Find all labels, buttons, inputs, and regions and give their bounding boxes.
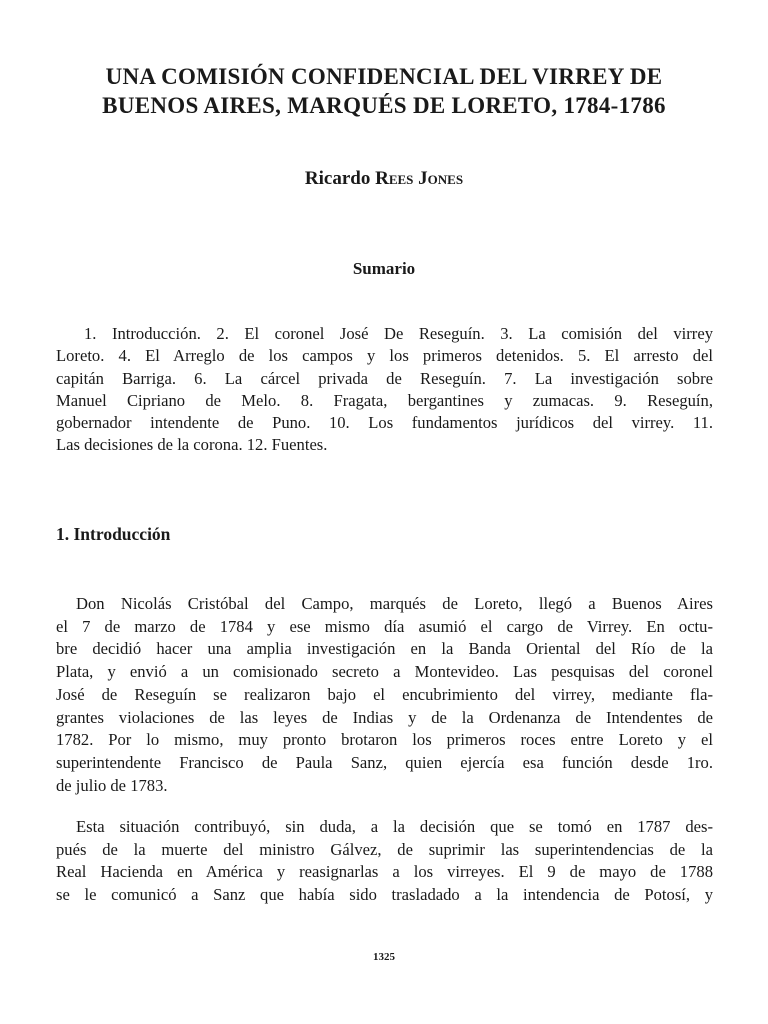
paragraph-line: José de Reseguín se realizaron bajo el encubrimiento del virrey, mediante fla- [56, 684, 713, 704]
body-paragraph [56, 593, 713, 797]
section-heading: 1. Introducción [56, 524, 171, 544]
summary-heading: Sumario [352, 259, 416, 278]
paragraph-line: Don Nicolás Cristóbal del Campo, marqués de Loreto, llegó a Buenos Aires [76, 594, 713, 613]
paragraph-line: Esta situación contribuyó, sin duda, a la decisión que se tomó en 1787 des- [76, 817, 713, 836]
author-surname: Rees Jones [375, 168, 464, 189]
paragraph-line: Plata, y envió a un comisionado secreto a Montevideo. Las pesquisas del coronel [56, 662, 713, 682]
paragraph-line: 1782. Por lo mismo, muy pronto brotaron los primeros roces entre Loreto y el [56, 730, 713, 750]
paragraph-line: grantes violaciones de las leyes de Indias y de la Ordenanza de Intendentes de [56, 707, 713, 727]
summary-line: 1. Introducción. 2. El coronel José De Reseguín. 3. La comisión del virrey [84, 324, 713, 343]
summary-line: capitán Barriga. 6. La cárcel privada de Reseguín. 7. La investigación sobre [56, 368, 713, 388]
body-paragraph [56, 816, 713, 907]
summary-line: Manuel Cipriano de Melo. 8. Fragata, bergantines y zumacas. 9. Reseguín, [56, 390, 713, 410]
title-line: UNA COMISIÓN CONFIDENCIAL DEL VIRREY DE [105, 64, 663, 89]
paragraph-line: de julio de 1783. [56, 775, 168, 795]
paragraph-line: superintendente Francisco de Paula Sanz, quien ejercía esa función desde 1ro. [56, 752, 713, 772]
summary-line: gobernador intendente de Puno. 10. Los fundamentos jurídicos del virrey. 11. [56, 413, 713, 433]
paragraph-line: se le comunicó a Sanz que había sido trasladado a la intendencia de Potosí, y [56, 885, 713, 905]
paragraph-line: Real Hacienda en América y reasignarlas a los virreyes. El 9 de mayo de 1788 [56, 862, 713, 882]
summary-line: Las decisiones de la corona. 12. Fuentes. [56, 435, 328, 455]
author-given-name: Ricardo [304, 168, 371, 189]
article-title [40, 62, 728, 120]
summary-line: Loreto. 4. El Arreglo de los campos y los primeros detenidos. 5. El arresto del [56, 346, 713, 366]
title-line: BUENOS AIRES, MARQUÉS DE LORETO, 1784-1786 [102, 93, 666, 118]
paragraph-line: el 7 de marzo de 1784 y ese mismo día asumió el cargo de Virrey. En octu- [56, 616, 713, 636]
paragraph-line: pués de la muerte del ministro Gálvez, de suprimir las superintendencias de la [56, 839, 713, 859]
summary-body [56, 323, 713, 457]
page-number: 1325 [373, 951, 395, 963]
paragraph-line: bre decidió hacer una amplia investigación en la Banda Oriental del Río de la [56, 639, 713, 659]
author-name [0, 168, 768, 190]
